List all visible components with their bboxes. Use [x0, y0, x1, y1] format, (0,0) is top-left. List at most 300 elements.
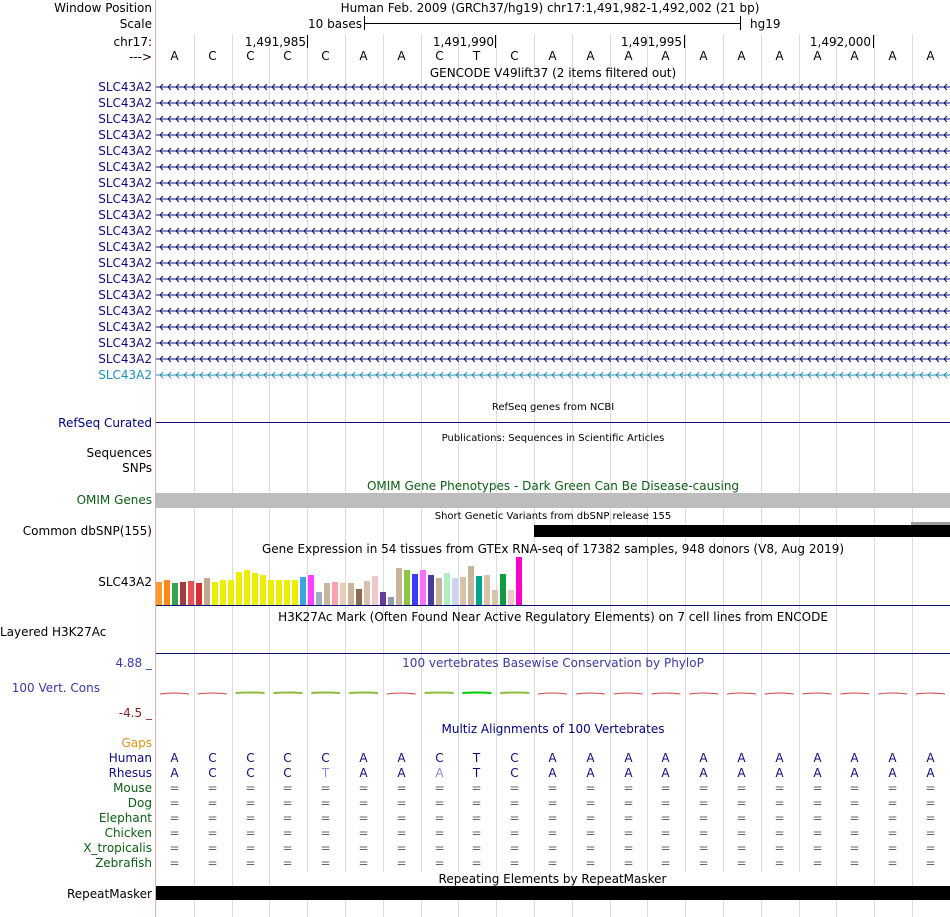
gtex-tissue-bar[interactable]	[468, 566, 474, 605]
omim-genes-label[interactable]: OMIM Genes	[76, 493, 152, 507]
multiz-alignment-base: =	[660, 856, 671, 870]
multiz-alignment-base: =	[434, 856, 445, 870]
multiz-alignment-base: =	[169, 781, 180, 795]
gtex-tissue-bar[interactable]	[236, 572, 242, 605]
multiz-alignment-base: =	[547, 796, 558, 810]
multiz-alignment-base: =	[282, 841, 293, 855]
multiz-alignment-base: A	[548, 766, 557, 780]
cons-max-value: 4.88 _	[115, 656, 152, 670]
sequence-base: A	[699, 49, 708, 63]
multiz-alignment-base: =	[623, 781, 634, 795]
multiz-alignment-base: =	[169, 826, 180, 840]
gencode-transcript-line[interactable]	[156, 291, 950, 299]
gencode-transcript-label[interactable]: SLC43A2	[98, 352, 152, 366]
gencode-transcript-line[interactable]	[156, 195, 950, 203]
multiz-alignment-base: =	[169, 796, 180, 810]
gencode-transcript-label[interactable]: SLC43A2	[98, 176, 152, 190]
multiz-alignment-base: =	[774, 811, 785, 825]
multiz-alignment-base: A	[586, 766, 595, 780]
cons-segment	[273, 693, 302, 694]
database-name: hg19	[750, 17, 781, 31]
multiz-alignment-base: A	[699, 751, 708, 765]
gencode-transcript-label[interactable]: SLC43A2	[98, 240, 152, 254]
gtex-tissue-bar[interactable]	[388, 597, 394, 605]
dbsnp-variant-bar-end[interactable]	[911, 525, 950, 537]
multiz-alignment-base: =	[623, 856, 634, 870]
gencode-transcript-line[interactable]	[156, 307, 950, 315]
gtex-gene-label[interactable]: SLC43A2	[98, 575, 152, 589]
multiz-alignment-base: =	[812, 826, 823, 840]
dbsnp-label[interactable]: Common dbSNP(155)	[22, 524, 152, 538]
multiz-alignment-base: =	[585, 856, 596, 870]
gencode-transcript-label[interactable]: SLC43A2	[98, 224, 152, 238]
cons-segment	[311, 693, 340, 694]
gencode-transcript-line[interactable]	[156, 179, 950, 187]
multiz-alignment-base: =	[812, 781, 823, 795]
multiz-alignment-base: =	[698, 841, 709, 855]
gtex-tissue-bar[interactable]	[476, 576, 482, 605]
multiz-alignment-base: =	[245, 841, 256, 855]
gtex-tissue-bar[interactable]	[244, 570, 250, 605]
multiz-alignment-base: A	[397, 751, 406, 765]
multiz-species-label[interactable]: Rhesus	[108, 766, 152, 780]
repeatmasker-bar[interactable]	[156, 886, 950, 900]
gaps-label[interactable]: Gaps	[121, 736, 152, 750]
multiz-alignment-base: C	[510, 751, 519, 765]
gtex-tissue-bar[interactable]	[316, 592, 322, 605]
sequence-base: A	[397, 49, 406, 63]
h3k27ac-track-title: H3K27Ac Mark (Often Found Near Active Regulatory Elements) on 7 cell lines from ENCODE	[278, 610, 828, 624]
sequence-base: A	[850, 49, 859, 63]
multiz-alignment-base: =	[471, 826, 482, 840]
multiz-alignment-base: C	[246, 766, 255, 780]
multiz-alignment-base: =	[623, 796, 634, 810]
multiz-alignment-base: =	[169, 811, 180, 825]
multiz-alignment-base: =	[396, 856, 407, 870]
multiz-alignment-base: =	[396, 796, 407, 810]
multiz-alignment-base: A	[359, 766, 368, 780]
multiz-alignment-base: C	[208, 751, 217, 765]
gencode-transcript-line[interactable]	[156, 99, 950, 107]
gtex-tissue-bar[interactable]	[412, 574, 418, 605]
gencode-transcript-label[interactable]: SLC43A2	[98, 192, 152, 206]
multiz-alignment-base: C	[321, 751, 330, 765]
cons-segment	[349, 693, 378, 694]
omim-track-title: OMIM Gene Phenotypes - Dark Green Can Be Disease-causing	[366, 479, 740, 493]
cons-segment	[614, 693, 643, 694]
chrom-label: chr17:	[113, 35, 152, 49]
multiz-alignment-base: =	[660, 781, 671, 795]
refseq-gene-line[interactable]	[156, 422, 950, 423]
multiz-alignment-base: =	[434, 826, 445, 840]
multiz-alignment-base: C	[283, 766, 292, 780]
gencode-transcript-label[interactable]: SLC43A2	[98, 80, 152, 94]
gtex-tissue-bar[interactable]	[284, 580, 290, 605]
multiz-alignment-base: =	[320, 811, 331, 825]
multiz-species-label[interactable]: X_tropicalis	[83, 841, 152, 855]
gtex-tissue-bar[interactable]	[484, 575, 490, 605]
sequence-base: C	[283, 49, 292, 63]
multiz-alignment-base: A	[170, 766, 179, 780]
gtex-tissue-bar[interactable]	[372, 576, 378, 605]
multiz-alignment-base: A	[435, 766, 444, 780]
gtex-tissue-bar[interactable]	[340, 583, 346, 605]
gencode-transcript-label[interactable]: SLC43A2	[98, 96, 152, 110]
gencode-transcript-line[interactable]	[156, 227, 950, 235]
gencode-transcript-line[interactable]	[156, 371, 950, 379]
multiz-alignment-base: A	[359, 751, 368, 765]
multiz-alignment-base: =	[849, 796, 860, 810]
gtex-tissue-bar[interactable]	[356, 589, 362, 605]
multiz-species-label[interactable]: Chicken	[104, 826, 152, 840]
gencode-transcript-label[interactable]: SLC43A2	[98, 320, 152, 334]
multiz-alignment-base: =	[396, 841, 407, 855]
multiz-alignment-base: =	[812, 841, 823, 855]
multiz-alignment-base: =	[358, 811, 369, 825]
gencode-transcript-line[interactable]	[156, 259, 950, 267]
multiz-alignment-base: =	[585, 781, 596, 795]
gtex-tissue-bar[interactable]	[452, 578, 458, 605]
multiz-alignment-base: =	[736, 826, 747, 840]
gtex-tissue-bar[interactable]	[500, 574, 506, 605]
scale-bar	[364, 23, 741, 24]
multiz-alignment-base: =	[396, 811, 407, 825]
gtex-tissue-bar[interactable]	[420, 570, 426, 605]
multiz-alignment-base: =	[282, 856, 293, 870]
ruler-tick-label: 1,491,985	[244, 35, 306, 49]
multiz-alignment-base: =	[547, 826, 558, 840]
gencode-transcript-line[interactable]	[156, 115, 950, 123]
sequence-base: C	[208, 49, 217, 63]
sequence-base: A	[813, 49, 822, 63]
multiz-alignment-base: =	[774, 826, 785, 840]
multiz-alignment-base: A	[775, 766, 784, 780]
gtex-tissue-bar[interactable]	[260, 575, 266, 605]
multiz-alignment-base: =	[207, 841, 218, 855]
gtex-tissue-bar[interactable]	[380, 592, 386, 605]
multiz-alignment-base: =	[320, 826, 331, 840]
assembly-position-title: Human Feb. 2009 (GRCh37/hg19) chr17:1,491,982-1,492,002 (21 bp)	[340, 1, 760, 15]
gtex-tissue-bar[interactable]	[252, 573, 258, 605]
multiz-alignment-base: =	[623, 811, 634, 825]
gencode-transcript-line[interactable]	[156, 323, 950, 331]
gencode-transcript-line[interactable]	[156, 275, 950, 283]
multiz-alignment-base: =	[887, 856, 898, 870]
gencode-transcript-line[interactable]	[156, 211, 950, 219]
gtex-tissue-bar[interactable]	[508, 590, 514, 605]
ruler-tick-label: 1,491,990	[432, 35, 494, 49]
multiz-alignment-base: =	[585, 796, 596, 810]
sequence-base: A	[170, 49, 179, 63]
multiz-alignment-base: =	[245, 796, 256, 810]
multiz-alignment-base: =	[925, 796, 936, 810]
dna-sequence-row	[0, 49, 950, 63]
gtex-tissue-bar[interactable]	[428, 575, 434, 605]
gencode-transcript-label[interactable]: SLC43A2	[98, 272, 152, 286]
gtex-tissue-bar[interactable]	[164, 580, 170, 605]
multiz-alignment-base: A	[775, 751, 784, 765]
snps-label[interactable]: SNPs	[122, 461, 152, 475]
multiz-alignment-base: =	[887, 826, 898, 840]
cons-segment	[387, 693, 416, 694]
sequence-base: A	[548, 49, 557, 63]
multiz-alignment-base: =	[471, 781, 482, 795]
multiz-alignment-base: C	[283, 751, 292, 765]
multiz-alignment-base: =	[434, 841, 445, 855]
gtex-tissue-bar[interactable]	[300, 577, 306, 605]
gencode-transcript-line[interactable]	[156, 131, 950, 139]
cons-segment	[198, 693, 227, 694]
multiz-species-label[interactable]: Human	[108, 751, 152, 765]
refseq-track-title: RefSeq genes from NCBI	[491, 402, 615, 413]
gtex-tissue-bar[interactable]	[460, 577, 466, 605]
multiz-alignment-base: =	[245, 811, 256, 825]
gencode-transcript-label[interactable]: SLC43A2	[98, 208, 152, 222]
multiz-alignment-base: A	[926, 751, 935, 765]
multiz-alignment-base: =	[774, 781, 785, 795]
gtex-tissue-bar[interactable]	[404, 570, 410, 605]
multiz-alignment-base: C	[246, 751, 255, 765]
multiz-alignment-base: =	[925, 841, 936, 855]
gencode-transcript-label[interactable]: SLC43A2	[98, 144, 152, 158]
multiz-alignment-base: =	[698, 826, 709, 840]
multiz-alignment-base: =	[547, 811, 558, 825]
multiz-alignment-base: A	[699, 766, 708, 780]
cons-segment	[538, 693, 567, 694]
scale-bar-left-cap	[364, 16, 365, 30]
gtex-tissue-bar[interactable]	[196, 583, 202, 605]
cons-segment	[236, 693, 265, 694]
ruler-tick-label: 1,491,995	[620, 35, 682, 49]
gtex-tissue-bar[interactable]	[364, 581, 370, 605]
dbsnp-variant-bar[interactable]	[534, 525, 950, 537]
sequence-base: A	[586, 49, 595, 63]
multiz-alignment-base: =	[849, 811, 860, 825]
multiz-alignment-base: =	[812, 796, 823, 810]
multiz-species-label[interactable]: Mouse	[113, 781, 152, 795]
gtex-tissue-bar[interactable]	[396, 568, 402, 605]
multiz-alignment-base: =	[509, 811, 520, 825]
multiz-alignment-base: =	[320, 856, 331, 870]
multiz-alignment-base: =	[207, 856, 218, 870]
multiz-alignment-base: A	[737, 766, 746, 780]
cons-segment	[160, 693, 189, 694]
sequences-label[interactable]: Sequences	[86, 446, 152, 460]
gtex-tissue-bar[interactable]	[156, 582, 162, 605]
multiz-alignment-base: =	[169, 856, 180, 870]
multiz-alignment-base: =	[471, 841, 482, 855]
cons-wiggle[interactable]	[156, 688, 950, 698]
gtex-tissue-bar[interactable]	[436, 578, 442, 605]
multiz-alignment-base: =	[169, 841, 180, 855]
multiz-alignment-base: =	[320, 781, 331, 795]
gtex-tissue-bar[interactable]	[220, 580, 226, 605]
multiz-alignment-base: =	[207, 826, 218, 840]
multiz-alignment-base: =	[925, 826, 936, 840]
multiz-species-label[interactable]: Elephant	[98, 811, 152, 825]
gencode-transcript-label[interactable]: SLC43A2	[98, 304, 152, 318]
cons-segment	[425, 693, 454, 694]
multiz-alignment-base: A	[888, 751, 897, 765]
gencode-transcript-label[interactable]: SLC43A2	[98, 160, 152, 174]
gtex-tissue-bar[interactable]	[268, 580, 274, 605]
cons-label[interactable]: 100 Vert. Cons	[11, 681, 100, 695]
multiz-alignment-base: A	[397, 766, 406, 780]
omim-gene-bar[interactable]	[156, 493, 950, 508]
multiz-alignment-base: =	[849, 826, 860, 840]
multiz-species-label[interactable]: Zebrafish	[95, 856, 152, 870]
multiz-alignment-base: =	[623, 826, 634, 840]
multiz-alignment-base: T	[321, 766, 330, 780]
window-position-label: Window Position	[54, 1, 152, 15]
multiz-alignment-base: =	[585, 841, 596, 855]
cons-segment	[576, 693, 605, 694]
multiz-alignment-base: =	[660, 826, 671, 840]
gtex-tissue-bar[interactable]	[324, 583, 330, 605]
multiz-alignment-base: =	[471, 811, 482, 825]
multiz-alignment-base: A	[586, 751, 595, 765]
multiz-alignment-base: T	[472, 751, 481, 765]
gtex-tissue-bar[interactable]	[212, 582, 218, 605]
sequence-base: A	[624, 49, 633, 63]
multiz-species-label[interactable]: Dog	[127, 796, 152, 810]
multiz-alignment-base: =	[396, 826, 407, 840]
multiz-alignment-base: =	[358, 781, 369, 795]
gencode-transcript-label[interactable]: SLC43A2	[98, 256, 152, 270]
multiz-alignment-base: =	[547, 781, 558, 795]
multiz-alignment-base: A	[170, 751, 179, 765]
multiz-alignment-base: =	[660, 811, 671, 825]
gtex-tissue-bar[interactable]	[204, 578, 210, 605]
multiz-alignment-base: =	[849, 781, 860, 795]
repeatmasker-label[interactable]: RepeatMasker	[66, 887, 152, 901]
multiz-alignment-base: =	[698, 781, 709, 795]
gencode-transcript-line[interactable]	[156, 147, 950, 155]
sequence-base: T	[472, 49, 481, 63]
gtex-tissue-bar[interactable]	[228, 580, 234, 605]
multiz-alignment-base: =	[471, 796, 482, 810]
gtex-baseline	[156, 605, 950, 606]
multiz-alignment-base: =	[925, 781, 936, 795]
sequence-base: C	[435, 49, 444, 63]
gtex-tissue-bar[interactable]	[292, 580, 298, 605]
gencode-transcript-label[interactable]: SLC43A2	[98, 336, 152, 350]
multiz-alignment-base: =	[358, 856, 369, 870]
sequence-base: C	[246, 49, 255, 63]
sequence-base: A	[888, 49, 897, 63]
multiz-alignment-base: =	[396, 781, 407, 795]
multiz-alignment-base: =	[812, 856, 823, 870]
gtex-track-title: Gene Expression in 54 tissues from GTEx RNA-seq of 17382 samples, 948 donors (V8, Aug 2019)	[261, 542, 845, 556]
gtex-tissue-bar[interactable]	[444, 573, 450, 605]
gtex-tissue-bar[interactable]	[188, 581, 194, 605]
cons-segment	[803, 693, 832, 694]
h3k27ac-label[interactable]: Layered H3K27Ac	[0, 625, 107, 639]
multiz-alignment-base: =	[434, 811, 445, 825]
cons-segment	[727, 693, 756, 694]
cons-segment	[500, 693, 529, 694]
multiz-alignment-base: =	[434, 781, 445, 795]
gencode-transcript-line[interactable]	[156, 243, 950, 251]
gtex-tissue-bar[interactable]	[276, 580, 282, 605]
multiz-track-title: Multiz Alignments of 100 Vertebrates	[441, 722, 665, 736]
sequence-base: C	[321, 49, 330, 63]
multiz-alignment-base: C	[510, 766, 519, 780]
multiz-alignment-base: =	[358, 796, 369, 810]
gtex-tissue-bar[interactable]	[516, 557, 522, 605]
multiz-alignment-base: =	[585, 811, 596, 825]
sequence-base: A	[661, 49, 670, 63]
multiz-alignment-base: =	[282, 811, 293, 825]
multiz-alignment-base: =	[509, 826, 520, 840]
gencode-transcript-line[interactable]	[156, 83, 950, 91]
ruler-tick	[873, 35, 874, 48]
multiz-alignment-base: A	[888, 766, 897, 780]
multiz-alignment-base: =	[698, 811, 709, 825]
multiz-alignment-base: =	[585, 826, 596, 840]
repeatmasker-track-title: Repeating Elements by RepeatMasker	[300, 872, 805, 886]
multiz-alignment-base: =	[698, 796, 709, 810]
gtex-tissue-bar[interactable]	[332, 582, 338, 605]
multiz-alignment-base: =	[509, 781, 520, 795]
multiz-alignment-base: A	[850, 751, 859, 765]
gtex-tissue-bar[interactable]	[308, 575, 314, 605]
gencode-transcript-label[interactable]: SLC43A2	[98, 112, 152, 126]
strand-label: --->	[128, 50, 152, 64]
refseq-label[interactable]: RefSeq Curated	[58, 416, 152, 430]
gtex-tissue-bar[interactable]	[348, 583, 354, 605]
ruler-tick	[307, 35, 308, 48]
multiz-alignment-base: =	[547, 856, 558, 870]
sequence-base: A	[926, 49, 935, 63]
multiz-alignment-base: =	[887, 781, 898, 795]
multiz-alignment-base: =	[660, 841, 671, 855]
multiz-alignment-base: =	[736, 811, 747, 825]
scale-bases-text: 10 bases	[308, 17, 362, 31]
multiz-alignment-base: C	[208, 766, 217, 780]
multiz-alignment-base: =	[471, 856, 482, 870]
multiz-alignment-base: =	[774, 841, 785, 855]
gencode-transcript-line[interactable]	[156, 339, 950, 347]
gencode-transcript-label[interactable]: SLC43A2	[98, 368, 152, 382]
multiz-alignment-base: A	[813, 766, 822, 780]
gencode-transcript-label[interactable]: SLC43A2	[98, 288, 152, 302]
gencode-transcript-line[interactable]	[156, 355, 950, 363]
dbsnp-track-title: Short Genetic Variants from dbSNP release 155	[434, 511, 672, 522]
multiz-alignment-base: =	[207, 796, 218, 810]
gencode-transcript-label[interactable]: SLC43A2	[98, 128, 152, 142]
gtex-tissue-bar[interactable]	[172, 583, 178, 605]
gtex-tissue-bar[interactable]	[180, 582, 186, 605]
multiz-alignment-base: =	[282, 826, 293, 840]
publications-track-title: Publications: Sequences in Scientific Articles	[441, 433, 665, 444]
cons-min-value: -4.5 _	[118, 706, 152, 720]
cons-segment	[916, 693, 945, 694]
gtex-tissue-bar[interactable]	[492, 590, 498, 605]
multiz-alignment-base: =	[434, 796, 445, 810]
gencode-transcript-line[interactable]	[156, 163, 950, 171]
multiz-alignment-base: =	[887, 811, 898, 825]
multiz-alignment-base: A	[850, 766, 859, 780]
multiz-alignment-base: =	[245, 856, 256, 870]
multiz-alignment-base: =	[925, 811, 936, 825]
multiz-alignment-base: A	[548, 751, 557, 765]
gtex-bar-chart[interactable]	[156, 556, 950, 606]
multiz-alignment-base: C	[435, 751, 444, 765]
multiz-alignment-base: =	[698, 856, 709, 870]
multiz-alignment-base: =	[320, 796, 331, 810]
multiz-alignment-base: =	[358, 826, 369, 840]
